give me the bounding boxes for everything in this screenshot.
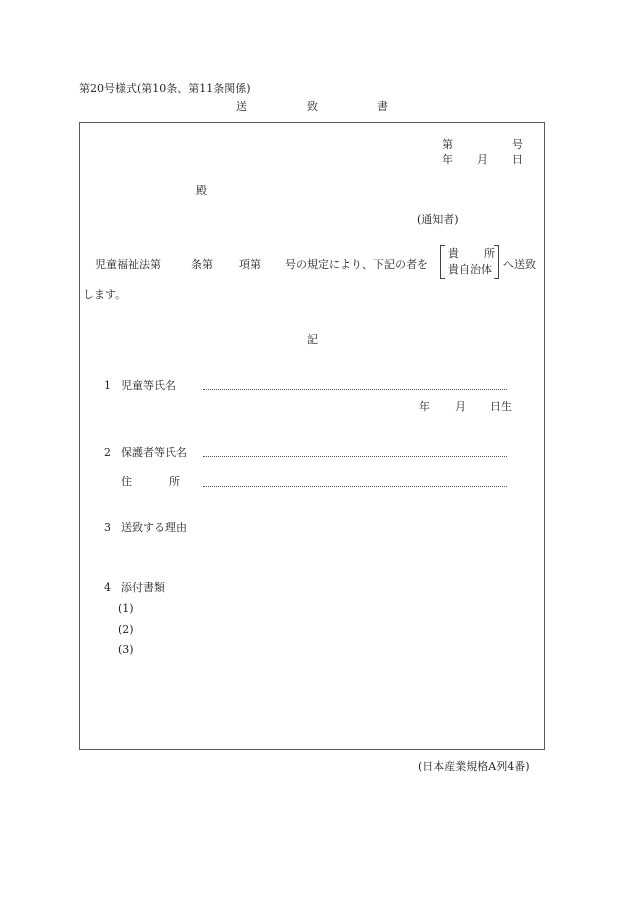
date-year: 年	[442, 153, 453, 166]
body-article: 条第	[191, 258, 213, 271]
s1-birth: 日生	[490, 400, 512, 413]
date-month: 月	[477, 153, 488, 166]
s4-item: (3)	[118, 643, 134, 656]
s2-address-line	[203, 486, 507, 487]
addressee-dono: 殿	[196, 184, 207, 197]
body-law: 児童福祉法第	[95, 258, 161, 271]
s4-number: 4	[104, 581, 111, 594]
s3-number: 3	[104, 521, 111, 534]
bracket-top-b: 所	[484, 247, 495, 260]
bracket-bottom: 貴自治体	[448, 263, 492, 276]
s4-item: (2)	[118, 623, 134, 636]
s4-label: 添付書類	[121, 581, 165, 594]
number-go: 号	[512, 138, 523, 151]
footer-note: (日本産業規格A列4番)	[418, 760, 530, 773]
ki-heading: 記	[307, 333, 318, 346]
body-send-to: へ送致	[503, 258, 536, 271]
body-continuation: します。	[83, 288, 127, 301]
s2-address-a: 住	[121, 475, 132, 488]
body-paragraph: 項第	[239, 258, 261, 271]
s1-month: 月	[455, 400, 466, 413]
title-char-1: 送	[236, 100, 247, 113]
s1-name-line	[203, 389, 507, 390]
s1-label: 児童等氏名	[121, 379, 176, 392]
title-char-3: 書	[377, 100, 388, 113]
s1-year: 年	[419, 400, 430, 413]
notifier-label: (通知者)	[417, 213, 459, 226]
s3-label: 送致する理由	[121, 521, 187, 534]
title-char-2: 致	[307, 100, 318, 113]
s2-guardian-line	[203, 456, 507, 457]
s4-item: (1)	[118, 602, 134, 615]
s2-label: 保護者等氏名	[121, 446, 187, 459]
s1-number: 1	[104, 379, 111, 392]
bracket-right	[494, 245, 499, 279]
number-dai: 第	[442, 138, 453, 151]
date-day: 日	[512, 153, 523, 166]
form-frame	[79, 122, 545, 750]
bracket-top-a: 貴	[448, 247, 459, 260]
s2-number: 2	[104, 446, 111, 459]
s2-address-b: 所	[169, 475, 180, 488]
bracket-left	[440, 245, 445, 279]
form-number: 第20号様式(第10条、第11条関係)	[79, 82, 251, 95]
body-item-text: 号の規定により、下記の者を	[285, 258, 428, 271]
